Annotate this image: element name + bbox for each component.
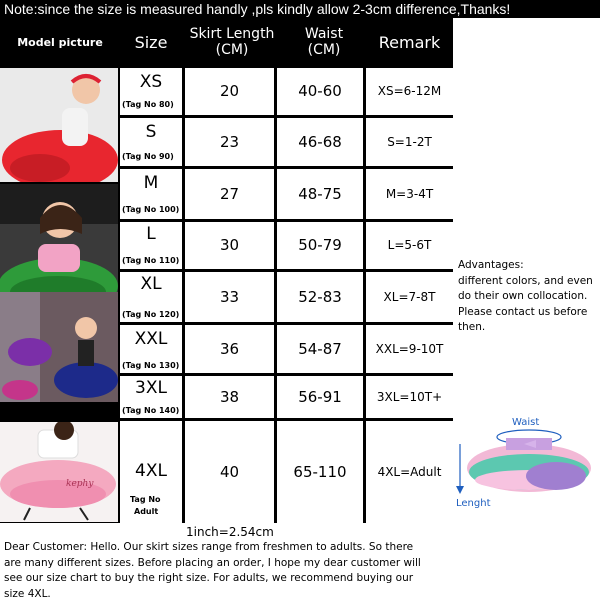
- remark-cell-s: S=1-2T: [366, 118, 453, 166]
- header-model-picture: Model picture: [17, 36, 103, 49]
- tutu-measurement-diagram: [456, 414, 600, 514]
- waist-cell-xs: 40-60: [277, 68, 363, 115]
- size-cell-s: S (Tag No 90): [120, 118, 182, 166]
- remark-cell-xs: XS=6-12M: [366, 68, 453, 115]
- waist-cell-l: 50-79: [277, 222, 363, 269]
- size-cell-xxl: XXL (Tag No 130): [120, 325, 182, 373]
- length-cell-4xl: 40: [185, 421, 274, 523]
- waist-cell-xl: 52-83: [277, 272, 363, 322]
- size-cell-xs: XS (Tag No 80): [120, 68, 182, 115]
- remark-cell-m: M=3-4T: [366, 169, 453, 219]
- length-cell-xl: 33: [185, 272, 274, 322]
- remark-cell-3xl: 3XL=10T+: [366, 376, 453, 418]
- size-chart: [0, 18, 453, 523]
- length-cell-s: 23: [185, 118, 274, 166]
- header-waist: Waist (CM): [304, 26, 344, 58]
- remark-cell-xl: XL=7-8T: [366, 272, 453, 322]
- waist-cell-xxl: 54-87: [277, 325, 363, 373]
- photo-navy-tutu: [0, 292, 118, 402]
- waist-cell-m: 48-75: [277, 169, 363, 219]
- advantages-text: Advantages: different colors, and even do their own collocation. Please contact us before then.: [458, 259, 593, 333]
- length-cell-l: 30: [185, 222, 274, 269]
- length-cell-3xl: 38: [185, 376, 274, 418]
- waist-cell-s: 46-68: [277, 118, 363, 166]
- waist-cell-4xl: 65-110: [277, 421, 363, 523]
- length-label: Lenght: [456, 498, 491, 509]
- size-cell-3xl: 3XL (Tag No 140): [120, 376, 182, 418]
- waist-label: Waist: [512, 417, 540, 428]
- header-remark: Remark: [378, 33, 441, 52]
- length-cell-xs: 20: [185, 68, 274, 115]
- photo-pink-tutu: [0, 422, 118, 522]
- remark-cell-4xl: 4XL=Adult: [366, 421, 453, 523]
- size-cell-xl: XL (Tag No 120): [120, 272, 182, 322]
- note-banner: Note:since the size is measured handly ,pls kindly allow 2-3cm difference,Thanks!: [0, 0, 600, 18]
- length-cell-xxl: 36: [185, 325, 274, 373]
- waist-cell-3xl: 56-91: [277, 376, 363, 418]
- photo-watermark: kephy: [66, 479, 94, 489]
- header-skirt-length: Skirt Length (CM): [189, 26, 275, 58]
- size-cell-l: L (Tag No 110): [120, 222, 182, 269]
- customer-note: Dear Customer: Hello. Our skirt sizes range from freshmen to adults. So there are many different sizes. Before placing an order, I hope my dear customer will see our size chart to buy the right size. For adults, we recommend buying our size 4XL.: [4, 541, 421, 600]
- photo-red-tutu: [0, 68, 118, 182]
- size-cell-4xl: 4XL Tag No Adult: [120, 421, 182, 523]
- length-cell-m: 27: [185, 169, 274, 219]
- remark-cell-xxl: XXL=9-10T: [366, 325, 453, 373]
- inch-conversion: 1inch=2.54cm: [186, 525, 274, 539]
- header-size: Size: [134, 33, 168, 52]
- size-cell-m: M (Tag No 100): [120, 169, 182, 219]
- remark-cell-l: L=5-6T: [366, 222, 453, 269]
